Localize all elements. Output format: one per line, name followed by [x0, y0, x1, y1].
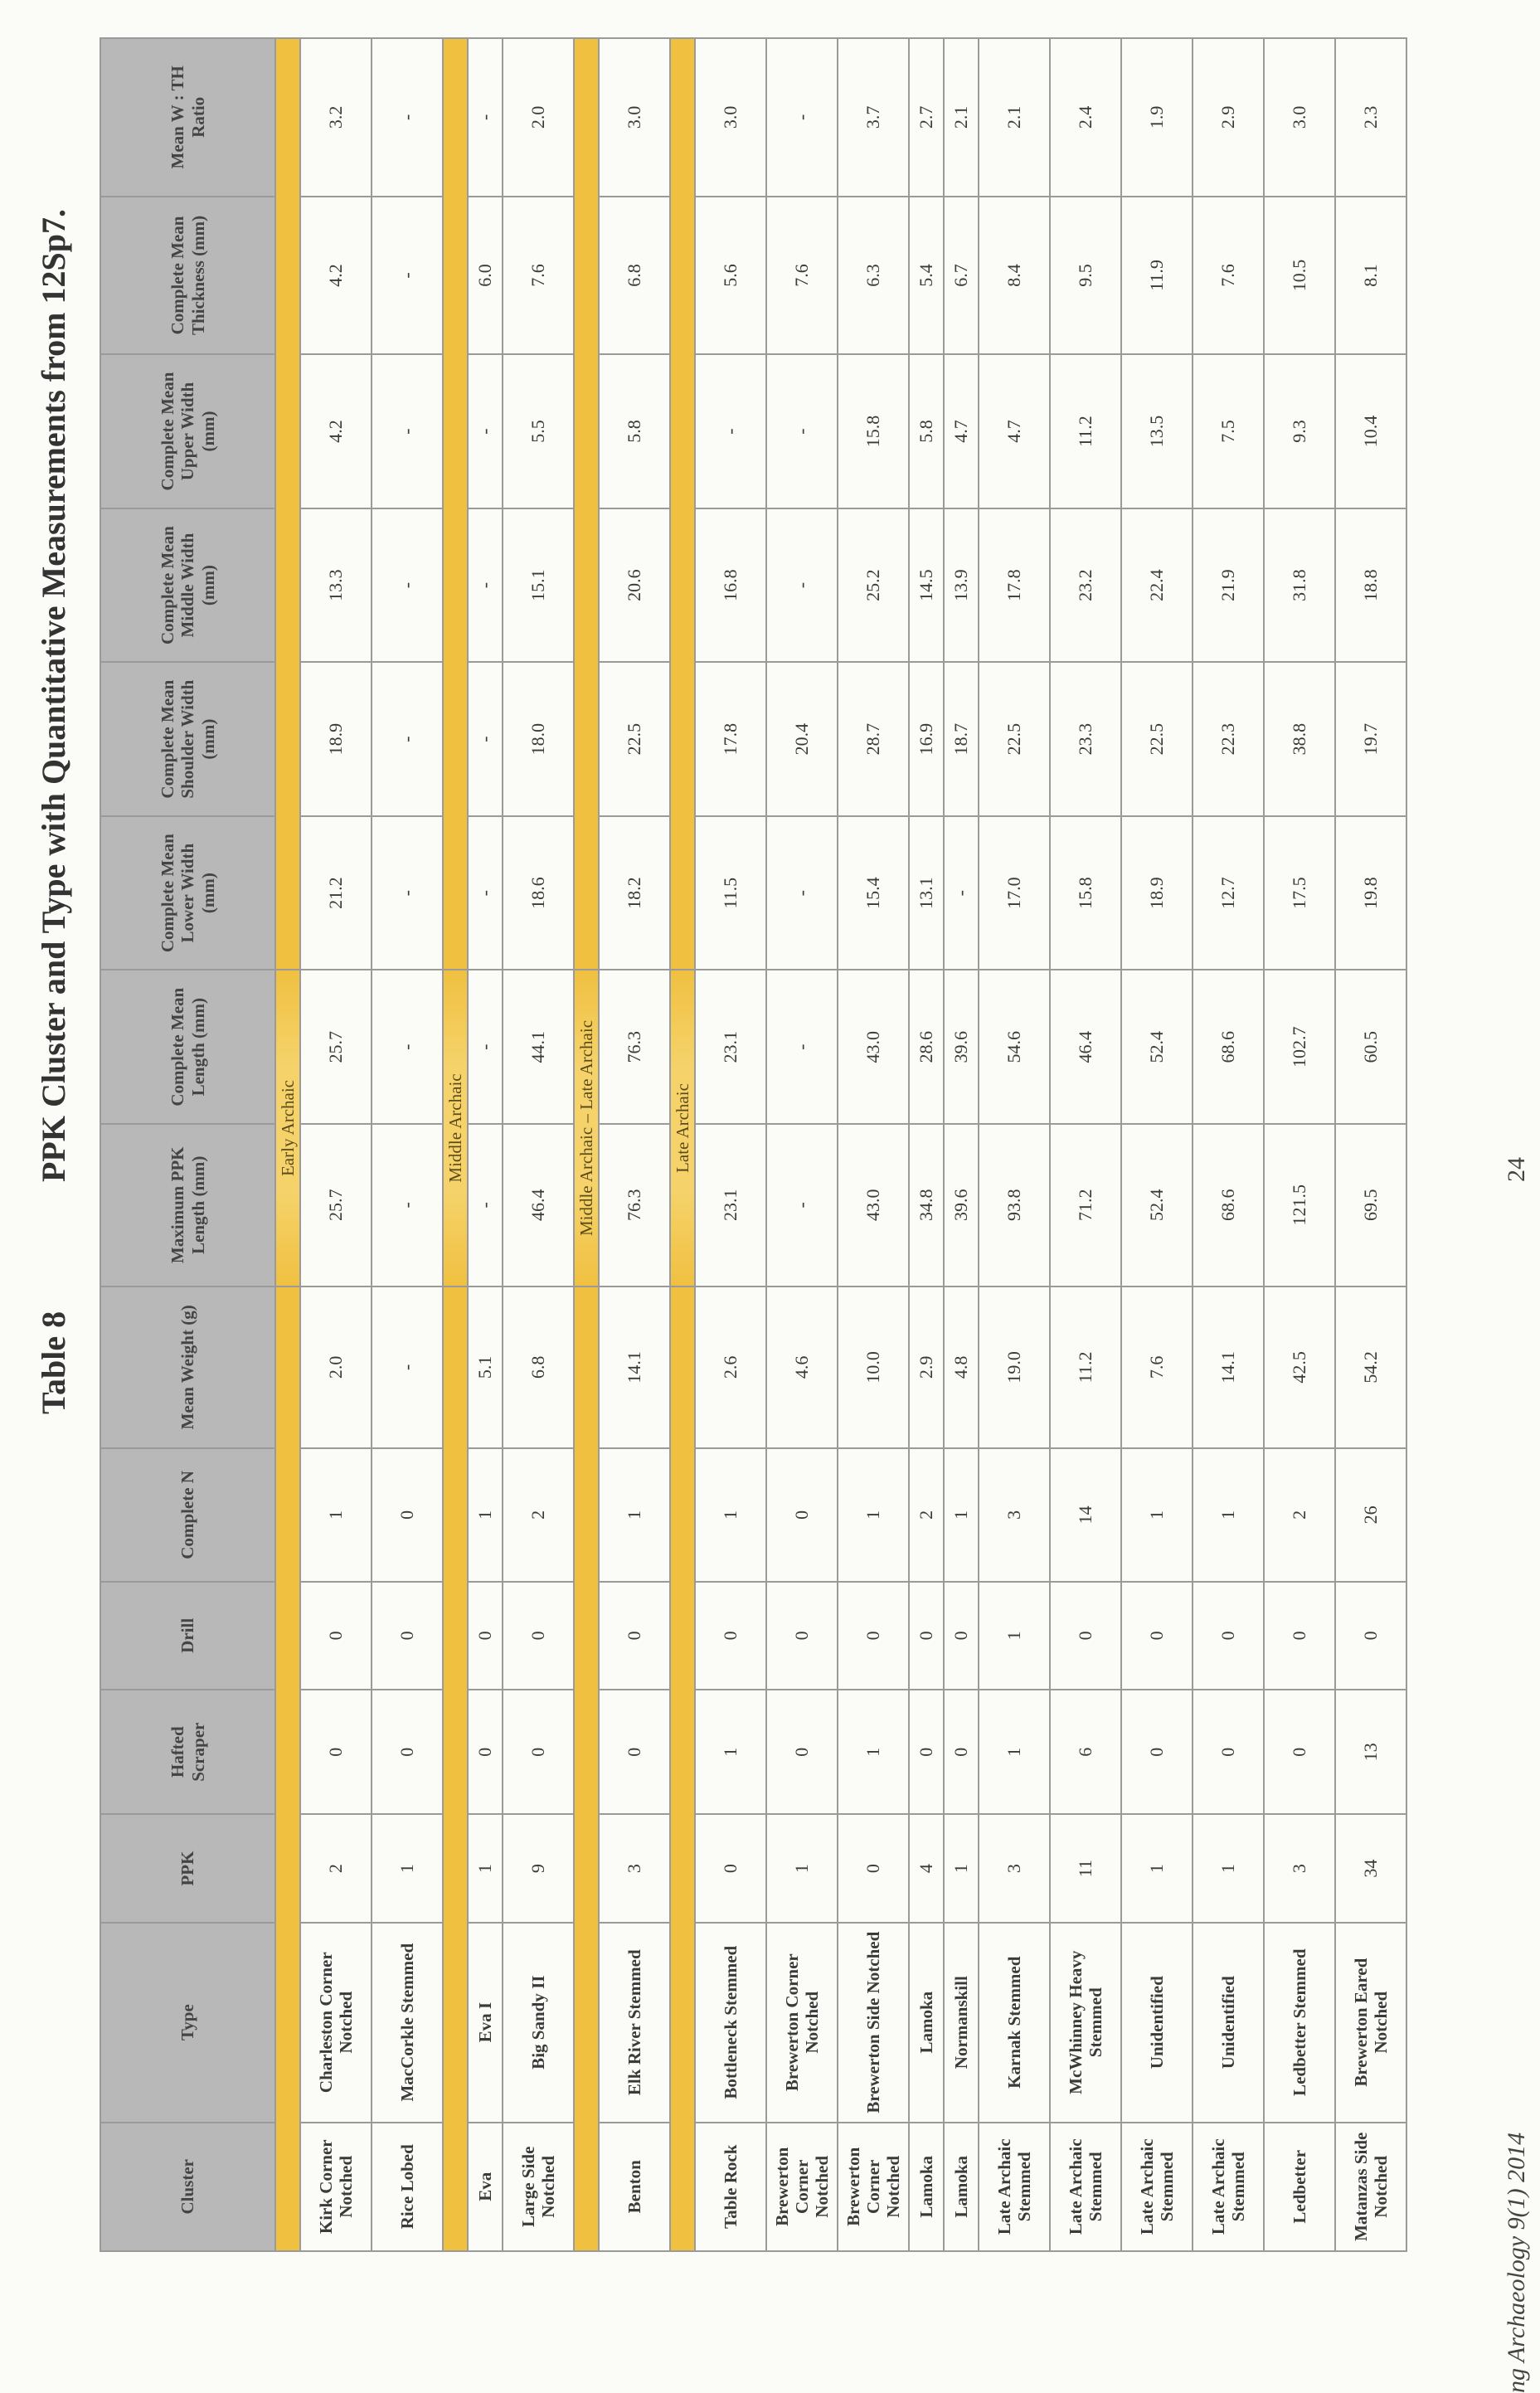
- value-cell: 18.2: [599, 816, 670, 970]
- value-cell: 7.5: [1193, 354, 1264, 508]
- table-heading: [17, 87, 91, 2244]
- value-cell: -: [372, 662, 443, 816]
- value-cell: 0: [503, 1582, 574, 1690]
- value-cell: 2.0: [503, 38, 574, 197]
- column-header: Drill: [100, 1582, 275, 1690]
- value-cell: 0: [1193, 1690, 1264, 1814]
- value-cell: 121.5: [1264, 1124, 1335, 1286]
- value-cell: 3.0: [599, 38, 670, 197]
- value-cell: 15.4: [838, 816, 909, 970]
- value-cell: 4.2: [300, 197, 372, 355]
- value-cell: 10.5: [1264, 197, 1335, 355]
- value-cell: 15.1: [503, 508, 574, 663]
- value-cell: 2: [909, 1448, 944, 1581]
- value-cell: 0: [838, 1814, 909, 1922]
- value-cell: 18.9: [1121, 816, 1193, 970]
- value-cell: 6: [1050, 1690, 1121, 1814]
- value-cell: 0: [372, 1448, 443, 1581]
- value-cell: 23.1: [695, 970, 766, 1124]
- cluster-cell: Late Archaic Stemmed: [1193, 2123, 1264, 2251]
- value-cell: 1: [979, 1582, 1050, 1690]
- value-cell: 102.7: [1264, 970, 1335, 1124]
- type-cell: MacCorkle Stemmed: [372, 1923, 443, 2123]
- value-cell: 14: [1050, 1448, 1121, 1581]
- value-cell: 0: [1193, 1582, 1264, 1690]
- value-cell: 11.5: [695, 816, 766, 970]
- table-row: [766, 38, 838, 2251]
- type-cell: Big Sandy II: [503, 1923, 574, 2123]
- cluster-cell: Matanzas Side Notched: [1335, 2123, 1406, 2251]
- value-cell: 0: [766, 1582, 838, 1690]
- value-cell: 17.5: [1264, 816, 1335, 970]
- value-cell: -: [766, 38, 838, 197]
- type-cell: Elk River Stemmed: [599, 1923, 670, 2123]
- value-cell: 11.9: [1121, 197, 1193, 355]
- value-cell: 76.3: [599, 1124, 670, 1286]
- value-cell: 4.7: [944, 354, 979, 508]
- value-cell: 54.6: [979, 970, 1050, 1124]
- table-row: [372, 38, 443, 2251]
- value-cell: 93.8: [979, 1124, 1050, 1286]
- value-cell: 6.8: [599, 197, 670, 355]
- value-cell: 22.5: [1121, 662, 1193, 816]
- column-header: Complete Mean Upper Width (mm): [100, 354, 275, 508]
- value-cell: 1: [599, 1448, 670, 1581]
- value-cell: 0: [468, 1690, 503, 1814]
- value-cell: 0: [1121, 1582, 1193, 1690]
- value-cell: -: [372, 970, 443, 1124]
- value-cell: -: [468, 662, 503, 816]
- value-cell: 20.4: [766, 662, 838, 816]
- value-cell: 0: [300, 1582, 372, 1690]
- period-row: [574, 38, 599, 2251]
- value-cell: 5.6: [695, 197, 766, 355]
- value-cell: 8.1: [1335, 197, 1406, 355]
- value-cell: 7.6: [766, 197, 838, 355]
- column-header: Cluster: [100, 2123, 275, 2251]
- value-cell: 5.5: [503, 354, 574, 508]
- value-cell: 20.6: [599, 508, 670, 663]
- value-cell: 3.2: [300, 38, 372, 197]
- value-cell: -: [944, 816, 979, 970]
- measurements-table: [100, 37, 1407, 2252]
- value-cell: 7.6: [1193, 197, 1264, 355]
- value-cell: -: [766, 1124, 838, 1286]
- value-cell: -: [468, 508, 503, 663]
- value-cell: 5.1: [468, 1286, 503, 1449]
- cluster-cell: Late Archaic Stemmed: [1050, 2123, 1121, 2251]
- table-row: [503, 38, 574, 2251]
- value-cell: 44.1: [503, 970, 574, 1124]
- column-header: Complete Mean Lower Width (mm): [100, 816, 275, 970]
- value-cell: 10.4: [1335, 354, 1406, 508]
- value-cell: 68.6: [1193, 970, 1264, 1124]
- table-row: [468, 38, 503, 2251]
- value-cell: 0: [766, 1690, 838, 1814]
- value-cell: 0: [1335, 1582, 1406, 1690]
- value-cell: 16.8: [695, 508, 766, 663]
- value-cell: 3: [599, 1814, 670, 1922]
- table-row: [944, 38, 979, 2251]
- column-header: Complete Mean Length (mm): [100, 970, 275, 1124]
- value-cell: 13: [1335, 1690, 1406, 1814]
- value-cell: 0: [838, 1582, 909, 1690]
- table-row: [1050, 38, 1121, 2251]
- value-cell: 1: [1121, 1448, 1193, 1581]
- value-cell: 60.5: [1335, 970, 1406, 1124]
- value-cell: 10.0: [838, 1286, 909, 1449]
- value-cell: 2.6: [695, 1286, 766, 1449]
- value-cell: 52.4: [1121, 1124, 1193, 1286]
- cluster-cell: Late Archaic Stemmed: [1121, 2123, 1193, 2251]
- value-cell: 0: [695, 1582, 766, 1690]
- value-cell: 22.5: [979, 662, 1050, 816]
- value-cell: 1: [766, 1814, 838, 1922]
- value-cell: 1: [838, 1690, 909, 1814]
- value-cell: 0: [372, 1582, 443, 1690]
- value-cell: 0: [599, 1582, 670, 1690]
- period-band: [275, 1286, 300, 2251]
- value-cell: 4.2: [300, 354, 372, 508]
- value-cell: 19.7: [1335, 662, 1406, 816]
- type-cell: Bottleneck Stemmed: [695, 1923, 766, 2123]
- value-cell: 5.8: [909, 354, 944, 508]
- table-row: [300, 38, 372, 2251]
- value-cell: 0: [1050, 1582, 1121, 1690]
- value-cell: 52.4: [1121, 970, 1193, 1124]
- value-cell: 0: [1121, 1690, 1193, 1814]
- value-cell: 14.1: [599, 1286, 670, 1449]
- column-header: Complete Mean Shoulder Width (mm): [100, 662, 275, 816]
- value-cell: -: [372, 816, 443, 970]
- value-cell: 16.9: [909, 662, 944, 816]
- value-cell: -: [766, 354, 838, 508]
- period-label: Early Archaic: [275, 970, 300, 1286]
- value-cell: 0: [300, 1690, 372, 1814]
- cluster-cell: Benton: [599, 2123, 670, 2251]
- table-row: [1193, 38, 1264, 2251]
- column-header: Maximum PPK Length (mm): [100, 1124, 275, 1286]
- value-cell: 39.6: [944, 1124, 979, 1286]
- value-cell: 13.5: [1121, 354, 1193, 508]
- column-header: Mean W : TH Ratio: [100, 38, 275, 197]
- column-header: Complete N: [100, 1448, 275, 1581]
- value-cell: 3: [979, 1448, 1050, 1581]
- value-cell: 54.2: [1335, 1286, 1406, 1449]
- value-cell: 5.8: [599, 354, 670, 508]
- value-cell: 13.1: [909, 816, 944, 970]
- column-header: Mean Weight (g): [100, 1286, 275, 1449]
- value-cell: 3.0: [695, 38, 766, 197]
- value-cell: 1: [468, 1448, 503, 1581]
- value-cell: 2.1: [979, 38, 1050, 197]
- cluster-cell: Eva: [468, 2123, 503, 2251]
- value-cell: 7.6: [1121, 1286, 1193, 1449]
- value-cell: 2.9: [1193, 38, 1264, 197]
- value-cell: 2: [300, 1814, 372, 1922]
- table-row: [599, 38, 670, 2251]
- value-cell: 4.8: [944, 1286, 979, 1449]
- value-cell: 15.8: [1050, 816, 1121, 970]
- value-cell: 1: [468, 1814, 503, 1922]
- header-row: [100, 38, 275, 2251]
- value-cell: -: [372, 508, 443, 663]
- period-band: [574, 1286, 599, 2251]
- period-row: [275, 38, 300, 2251]
- value-cell: 8.4: [979, 197, 1050, 355]
- value-cell: 1: [944, 1814, 979, 1922]
- value-cell: -: [766, 508, 838, 663]
- value-cell: 3.7: [838, 38, 909, 197]
- value-cell: 25.7: [300, 1124, 372, 1286]
- type-cell: Karnak Stemmed: [979, 1923, 1050, 2123]
- value-cell: 18.8: [1335, 508, 1406, 663]
- value-cell: 0: [503, 1690, 574, 1814]
- value-cell: 9: [503, 1814, 574, 1922]
- table-title: PPK Cluster and Type with Quantitative Measurements from 12Sp7.: [35, 209, 72, 1182]
- value-cell: 17.8: [979, 508, 1050, 663]
- column-header: PPK: [100, 1814, 275, 1922]
- period-band: [574, 38, 599, 970]
- period-label: Middle Archaic: [443, 970, 468, 1286]
- value-cell: 28.7: [838, 662, 909, 816]
- value-cell: 38.8: [1264, 662, 1335, 816]
- period-label: Middle Archaic – Late Archaic: [574, 970, 599, 1286]
- value-cell: 18.6: [503, 816, 574, 970]
- value-cell: 34: [1335, 1814, 1406, 1922]
- value-cell: 1: [1121, 1814, 1193, 1922]
- period-band: [443, 1286, 468, 2251]
- cluster-cell: Brewerton Corner Notched: [838, 2123, 909, 2251]
- type-cell: Brewerton Corner Notched: [766, 1923, 838, 2123]
- value-cell: 4.7: [979, 354, 1050, 508]
- value-cell: 6.8: [503, 1286, 574, 1449]
- value-cell: 0: [766, 1448, 838, 1581]
- value-cell: 13.3: [300, 508, 372, 663]
- value-cell: 15.8: [838, 354, 909, 508]
- table-body: [275, 38, 1406, 2251]
- table-row: [838, 38, 909, 2251]
- value-cell: 2: [1264, 1448, 1335, 1581]
- value-cell: 22.3: [1193, 662, 1264, 816]
- value-cell: 17.0: [979, 816, 1050, 970]
- value-cell: -: [468, 970, 503, 1124]
- value-cell: 18.0: [503, 662, 574, 816]
- value-cell: 0: [944, 1582, 979, 1690]
- value-cell: -: [695, 354, 766, 508]
- column-header: Hafted Scraper: [100, 1690, 275, 1814]
- cluster-cell: Lamoka: [944, 2123, 979, 2251]
- value-cell: 19.0: [979, 1286, 1050, 1449]
- value-cell: 5.4: [909, 197, 944, 355]
- value-cell: 76.3: [599, 970, 670, 1124]
- value-cell: 71.2: [1050, 1124, 1121, 1286]
- value-cell: 1: [979, 1690, 1050, 1814]
- value-cell: 6.0: [468, 197, 503, 355]
- period-band: [275, 38, 300, 970]
- value-cell: 46.4: [503, 1124, 574, 1286]
- column-header: Complete Mean Middle Width (mm): [100, 508, 275, 663]
- cluster-cell: Lamoka: [909, 2123, 944, 2251]
- value-cell: 3.0: [1264, 38, 1335, 197]
- value-cell: 17.8: [695, 662, 766, 816]
- value-cell: 31.8: [1264, 508, 1335, 663]
- value-cell: 11.2: [1050, 1286, 1121, 1449]
- value-cell: 1.9: [1121, 38, 1193, 197]
- type-cell: Lamoka: [909, 1923, 944, 2123]
- value-cell: -: [372, 197, 443, 355]
- type-cell: McWhinney Heavy Stemmed: [1050, 1923, 1121, 2123]
- table-row: [1335, 38, 1406, 2251]
- type-cell: Charleston Corner Notched: [300, 1923, 372, 2123]
- value-cell: 43.0: [838, 970, 909, 1124]
- value-cell: 1: [695, 1448, 766, 1581]
- type-cell: Eva I: [468, 1923, 503, 2123]
- value-cell: 69.5: [1335, 1124, 1406, 1286]
- value-cell: -: [468, 1124, 503, 1286]
- value-cell: 0: [1264, 1582, 1335, 1690]
- value-cell: 46.4: [1050, 970, 1121, 1124]
- value-cell: 25.7: [300, 970, 372, 1124]
- value-cell: 0: [372, 1690, 443, 1814]
- cluster-cell: Kirk Corner Notched: [300, 2123, 372, 2251]
- period-row: [670, 38, 695, 2251]
- value-cell: 2.3: [1335, 38, 1406, 197]
- journal-footer: ng Archaeology 9(1) 2014: [1503, 2132, 1530, 2393]
- table-row: [1264, 38, 1335, 2251]
- value-cell: 2: [503, 1448, 574, 1581]
- table-row: [979, 38, 1050, 2251]
- cluster-cell: Late Archaic Stemmed: [979, 2123, 1050, 2251]
- value-cell: 6.7: [944, 197, 979, 355]
- value-cell: 1: [300, 1448, 372, 1581]
- value-cell: 1: [1193, 1814, 1264, 1922]
- value-cell: 14.5: [909, 508, 944, 663]
- value-cell: 21.2: [300, 816, 372, 970]
- value-cell: 9.3: [1264, 354, 1335, 508]
- value-cell: 6.3: [838, 197, 909, 355]
- value-cell: -: [372, 1124, 443, 1286]
- value-cell: 1: [1193, 1448, 1264, 1581]
- column-header: Complete Mean Thickness (mm): [100, 197, 275, 355]
- value-cell: 2.0: [300, 1286, 372, 1449]
- type-cell: Ledbetter Stemmed: [1264, 1923, 1335, 2123]
- value-cell: 1: [944, 1448, 979, 1581]
- value-cell: 1: [372, 1814, 443, 1922]
- period-band: [670, 1286, 695, 2251]
- cluster-cell: Rice Lobed: [372, 2123, 443, 2251]
- type-cell: Brewerton Side Notched: [838, 1923, 909, 2123]
- value-cell: 11.2: [1050, 354, 1121, 508]
- period-band: [443, 38, 468, 970]
- value-cell: -: [468, 816, 503, 970]
- table-number: Table 8: [35, 1311, 72, 1414]
- value-cell: 42.5: [1264, 1286, 1335, 1449]
- type-cell: Brewerton Eared Notched: [1335, 1923, 1406, 2123]
- value-cell: 4: [909, 1814, 944, 1922]
- value-cell: 0: [695, 1814, 766, 1922]
- cluster-cell: Ledbetter: [1264, 2123, 1335, 2251]
- value-cell: 14.1: [1193, 1286, 1264, 1449]
- value-cell: -: [468, 354, 503, 508]
- value-cell: 43.0: [838, 1124, 909, 1286]
- value-cell: 26: [1335, 1448, 1406, 1581]
- value-cell: -: [766, 970, 838, 1124]
- value-cell: 0: [468, 1582, 503, 1690]
- value-cell: 3: [979, 1814, 1050, 1922]
- period-row: [443, 38, 468, 2251]
- value-cell: 11: [1050, 1814, 1121, 1922]
- period-band: [670, 38, 695, 970]
- column-header: Type: [100, 1923, 275, 2123]
- type-cell: Unidentified: [1193, 1923, 1264, 2123]
- value-cell: -: [372, 38, 443, 197]
- value-cell: -: [468, 38, 503, 197]
- value-cell: -: [766, 816, 838, 970]
- value-cell: 34.8: [909, 1124, 944, 1286]
- table-row: [909, 38, 944, 2251]
- value-cell: 0: [944, 1690, 979, 1814]
- value-cell: 2.7: [909, 38, 944, 197]
- value-cell: 9.5: [1050, 197, 1121, 355]
- cluster-cell: Brewerton Corner Notched: [766, 2123, 838, 2251]
- value-cell: 13.9: [944, 508, 979, 663]
- value-cell: 2.1: [944, 38, 979, 197]
- table-row: [695, 38, 766, 2251]
- value-cell: 0: [909, 1690, 944, 1814]
- value-cell: 23.3: [1050, 662, 1121, 816]
- cluster-cell: Large Side Notched: [503, 2123, 574, 2251]
- type-cell: Normanskill: [944, 1923, 979, 2123]
- value-cell: 0: [909, 1582, 944, 1690]
- value-cell: -: [372, 1286, 443, 1449]
- value-cell: 23.2: [1050, 508, 1121, 663]
- value-cell: 0: [1264, 1690, 1335, 1814]
- value-cell: 3: [1264, 1814, 1335, 1922]
- type-cell: Unidentified: [1121, 1923, 1193, 2123]
- period-label: Late Archaic: [670, 970, 695, 1286]
- value-cell: 68.6: [1193, 1124, 1264, 1286]
- value-cell: 22.4: [1121, 508, 1193, 663]
- value-cell: 18.7: [944, 662, 979, 816]
- value-cell: 2.9: [909, 1286, 944, 1449]
- value-cell: 19.8: [1335, 816, 1406, 970]
- value-cell: -: [372, 354, 443, 508]
- value-cell: 23.1: [695, 1124, 766, 1286]
- value-cell: 1: [838, 1448, 909, 1581]
- value-cell: 18.9: [300, 662, 372, 816]
- value-cell: 39.6: [944, 970, 979, 1124]
- value-cell: 25.2: [838, 508, 909, 663]
- value-cell: 12.7: [1193, 816, 1264, 970]
- value-cell: 28.6: [909, 970, 944, 1124]
- table-row: [1121, 38, 1193, 2251]
- value-cell: 1: [695, 1690, 766, 1814]
- value-cell: 0: [599, 1690, 670, 1814]
- value-cell: 7.6: [503, 197, 574, 355]
- value-cell: 21.9: [1193, 508, 1264, 663]
- value-cell: 2.4: [1050, 38, 1121, 197]
- page-number: 24: [1503, 1157, 1530, 1182]
- value-cell: 4.6: [766, 1286, 838, 1449]
- value-cell: 22.5: [599, 662, 670, 816]
- cluster-cell: Table Rock: [695, 2123, 766, 2251]
